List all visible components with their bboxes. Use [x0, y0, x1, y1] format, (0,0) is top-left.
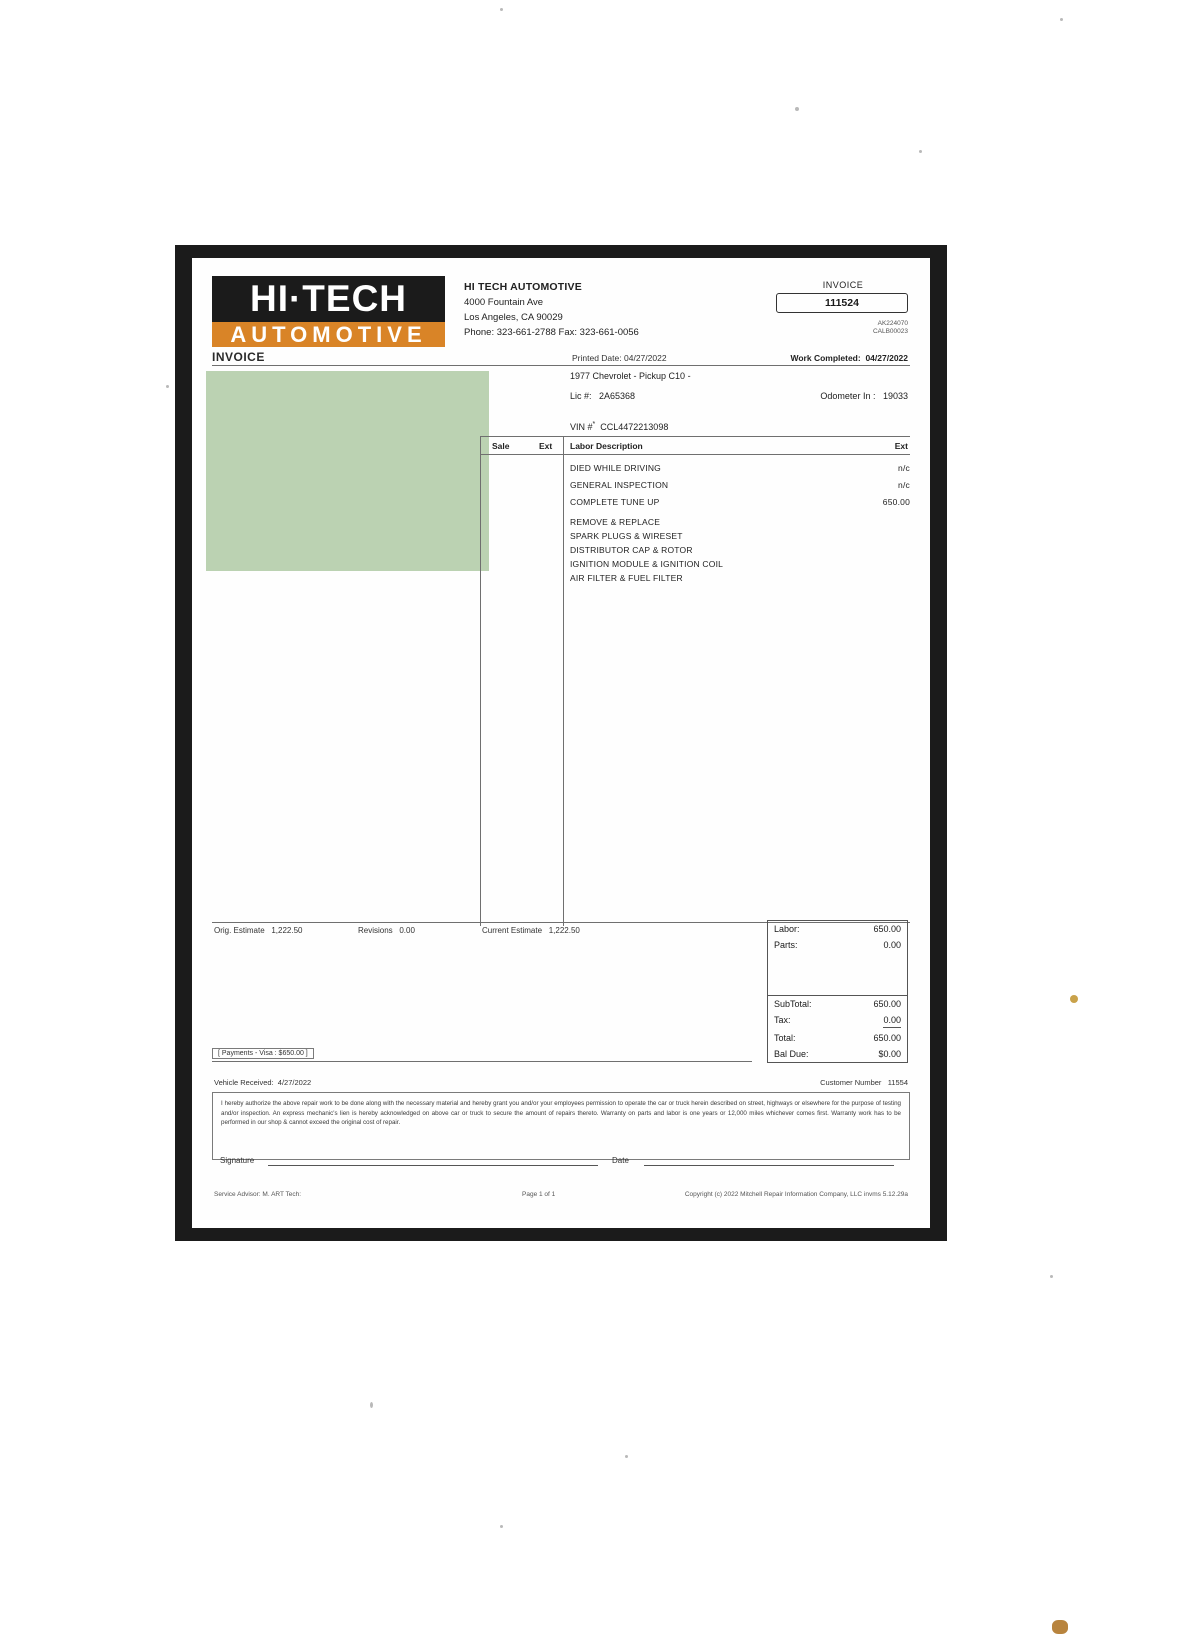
line-item-ext: n/c — [898, 463, 910, 473]
labor-value: 650.00 — [873, 924, 901, 934]
tax-value: 0.00 — [883, 1014, 901, 1028]
totals-row-total — [768, 1030, 907, 1046]
line-item — [570, 531, 910, 545]
line-item-description: AIR FILTER & FUEL FILTER — [570, 573, 683, 583]
column-header-top-rule — [480, 436, 910, 437]
vin-label: VIN # — [570, 422, 593, 432]
totals-box — [767, 920, 908, 1063]
service-advisor: Service Advisor: M. ART Tech: — [214, 1191, 302, 1198]
labor-label: Labor: — [774, 924, 800, 934]
parts-value: 0.00 — [883, 940, 901, 950]
totals-row-labor — [768, 921, 907, 937]
subtotal-label: SubTotal: — [774, 999, 812, 1009]
payments-note: [ Payments - Visa : $650.00 ] — [212, 1048, 314, 1059]
odometer — [820, 391, 908, 401]
date-label: Date — [612, 1156, 629, 1165]
line-item — [570, 497, 910, 517]
scan-speck — [1070, 995, 1078, 1003]
body-divider-mid — [563, 436, 564, 926]
column-header-ext-right: Ext — [894, 441, 908, 451]
line-item-ext: n/c — [898, 480, 910, 490]
orig-estimate-label: Orig. Estimate — [214, 926, 265, 935]
line-items-list — [570, 463, 910, 587]
parts-label: Parts: — [774, 940, 798, 950]
revisions-value: 0.00 — [399, 926, 415, 935]
shop-address: 4000 Fountain Ave — [464, 297, 544, 308]
current-estimate-value: 1,222.50 — [548, 926, 580, 935]
revisions-label: Revisions — [358, 926, 393, 935]
copyright-notice: Copyright (c) 2022 Mitchell Repair Information Company, LLC invms 5.12.29a — [684, 1191, 908, 1198]
tax-label: Tax: — [774, 1015, 791, 1025]
scan-speck — [500, 1525, 503, 1528]
vehicle-license-value: 2A65368 — [599, 391, 636, 401]
scan-speck — [500, 8, 503, 11]
shop-city-state-zip: Los Angeles, CA 90029 — [464, 312, 563, 323]
scan-speck — [625, 1455, 628, 1458]
scan-speck — [1052, 1620, 1068, 1634]
license-code-2: CALB00023 — [872, 328, 908, 335]
totals-row-baldue — [768, 1046, 907, 1062]
total-value: 650.00 — [873, 1033, 901, 1043]
company-logo — [212, 276, 445, 347]
shop-phone-fax: Phone: 323-661-2788 Fax: 323-661-0056 — [464, 327, 639, 338]
column-header-bottom-rule — [480, 454, 910, 455]
total-label: Total: — [774, 1033, 796, 1043]
date-line[interactable] — [644, 1165, 894, 1166]
line-item-description: DISTRIBUTOR CAP & ROTOR — [570, 545, 693, 555]
column-header-sale: Sale — [492, 441, 510, 451]
line-item — [570, 573, 910, 587]
logo-top-text: HI·TECH — [212, 276, 445, 322]
line-item-description: REMOVE & REPLACE — [570, 517, 661, 527]
bal-due-value: $0.00 — [878, 1049, 901, 1059]
license-codes — [873, 320, 908, 336]
printed-date — [572, 353, 667, 363]
scan-speck — [1050, 1275, 1053, 1278]
work-completed-value: 04/27/2022 — [865, 353, 908, 363]
subtotal-value: 650.00 — [873, 999, 901, 1009]
invoice-page — [192, 258, 930, 1228]
totals-row-tax — [768, 1012, 907, 1030]
vin-value: CCL4472213098 — [600, 422, 669, 432]
totals-row-parts — [768, 937, 907, 953]
orig-estimate-value: 1,222.50 — [271, 926, 303, 935]
column-header-ext-left: Ext — [539, 441, 553, 451]
shop-name: HI TECH AUTOMOTIVE — [464, 281, 582, 293]
header-divider — [212, 365, 910, 366]
current-estimate — [482, 926, 580, 935]
page-number: Page 1 of 1 — [522, 1191, 556, 1198]
revisions — [358, 926, 415, 935]
sticky-note-overlay — [206, 371, 489, 571]
signature-label: Signature — [220, 1156, 255, 1165]
line-item-description: GENERAL INSPECTION — [570, 480, 669, 490]
vin — [570, 421, 668, 432]
scan-speck — [370, 1402, 373, 1408]
vehicle-received — [214, 1078, 311, 1087]
body-divider-left — [480, 436, 481, 926]
vehicle-received-label: Vehicle Received: — [214, 1078, 274, 1087]
scan-speck — [795, 107, 799, 111]
line-item — [570, 559, 910, 573]
authorization-text: I hereby authorize the above repair work to be done along with the necessary material and hereby grant you and/or your employees permission to operate the car or truck herein described on street, highways or elsewhere for the purpose of testing and/or inspection. An express mechanic's lien is hereby acknowledged on above car or truck to secure the amount of repairs thereto. Warranty on parts and labor is one years or 12,000 miles whichever comes first. Warranty work has to be performed in our shop & cannot exceed the original cost of repair. — [212, 1092, 910, 1160]
bal-due-label: Bal Due: — [774, 1049, 809, 1059]
signature-line[interactable] — [268, 1165, 598, 1166]
line-item — [570, 517, 910, 531]
line-item-description: COMPLETE TUNE UP — [570, 497, 660, 507]
scan-speck — [166, 385, 169, 388]
scan-speck — [919, 150, 922, 153]
vehicle-license-label: Lic #: — [570, 391, 592, 401]
line-item-ext: 650.00 — [882, 497, 910, 507]
customer-number — [820, 1078, 908, 1087]
customer-number-value: 11554 — [887, 1078, 908, 1087]
column-header-labor-description: Labor Description — [570, 441, 643, 451]
shop-info-block — [464, 280, 639, 340]
vehicle-description: 1977 Chevrolet - Pickup C10 - — [570, 371, 691, 381]
printed-date-label: Printed Date: — [572, 353, 622, 363]
totals-spacer — [768, 953, 907, 995]
vehicle-license — [570, 391, 635, 401]
vehicle-received-value: 4/27/2022 — [277, 1078, 312, 1087]
customer-number-label: Customer Number — [820, 1078, 882, 1087]
work-completed-label: Work Completed: — [790, 353, 861, 363]
printed-date-value: 04/27/2022 — [624, 353, 667, 363]
line-item — [570, 463, 910, 480]
line-item-description: DIED WHILE DRIVING — [570, 463, 661, 473]
invoice-number: 111524 — [776, 293, 908, 313]
current-estimate-label: Current Estimate — [482, 926, 543, 935]
odometer-value: 19033 — [882, 391, 908, 401]
line-item — [570, 545, 910, 559]
invoice-box-label: INVOICE — [822, 280, 864, 290]
scan-speck — [1060, 18, 1063, 21]
vin-sup-mark: * — [592, 421, 596, 428]
odometer-label: Odometer In : — [820, 391, 876, 401]
orig-estimate — [214, 926, 303, 935]
logo-bottom-text: AUTOMOTIVE — [212, 322, 445, 347]
license-code-1: AK224070 — [877, 320, 908, 327]
document-type-label: INVOICE — [212, 350, 265, 364]
line-item-description: SPARK PLUGS & WIRESET — [570, 531, 683, 541]
work-completed — [791, 353, 909, 363]
line-item-description: IGNITION MODULE & IGNITION COIL — [570, 559, 724, 569]
payments-divider — [212, 1061, 752, 1062]
line-item — [570, 480, 910, 497]
totals-row-subtotal — [768, 995, 907, 1012]
